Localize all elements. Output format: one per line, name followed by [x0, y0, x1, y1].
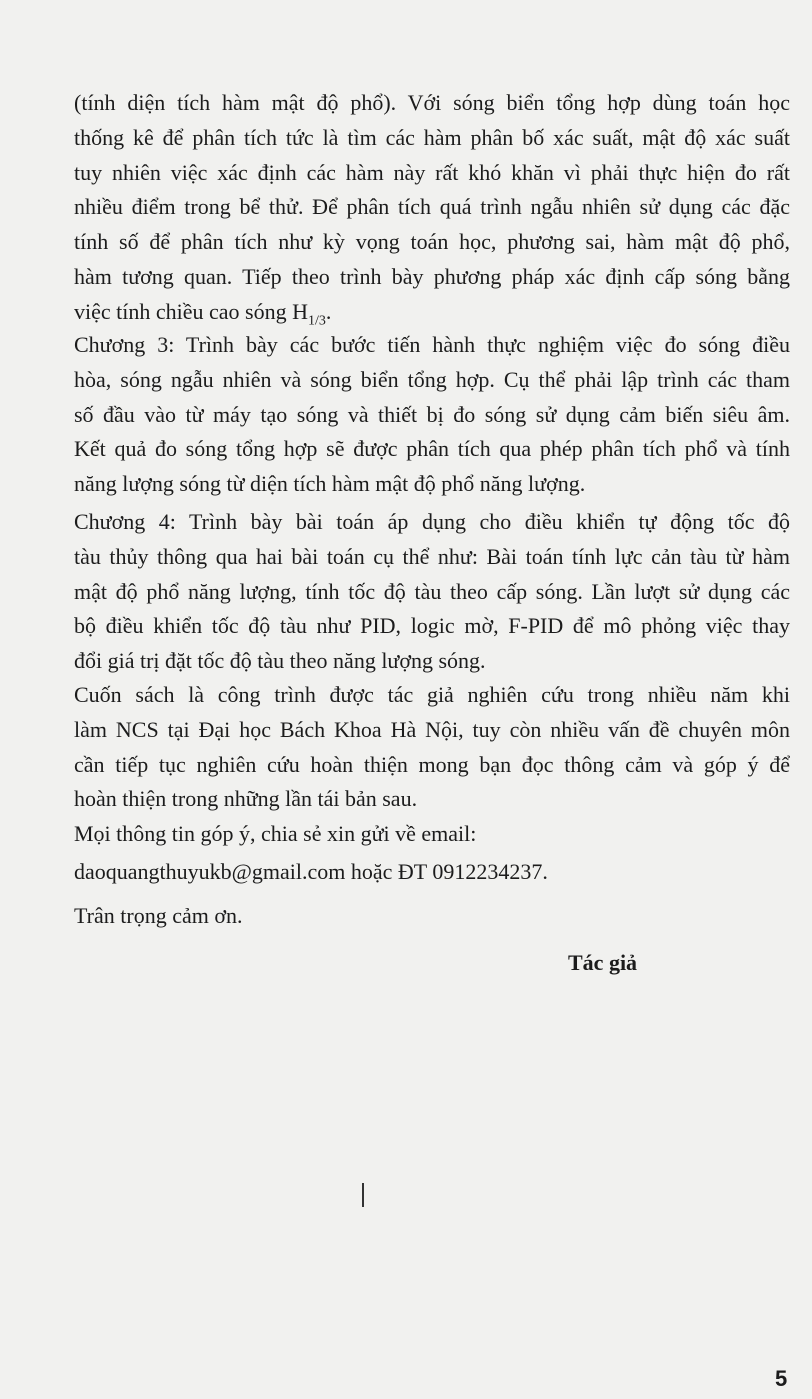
- contact-email-phone: daoquangthuyukb@gmail.com hoặc ĐT 0912234237.: [74, 859, 548, 884]
- text-line: thống kê để phân tích tức là tìm các hàm phân bố xác suất, mật độ xác suất: [74, 124, 790, 150]
- text-line: tính số để phân tích như kỳ vọng toán học, phương sai, hàm mật độ phổ,: [74, 229, 790, 255]
- text-line: làm NCS tại Đại học Bách Khoa Hà Nội, tuy còn nhiều vấn đề chuyên môn: [74, 716, 790, 742]
- text-line: hàm tương quan. Tiếp theo trình bày phương pháp xác định cấp sóng bằng: [74, 263, 790, 289]
- text-line: hoàn thiện trong những lần tái bản sau.: [74, 786, 418, 812]
- text-line: Cuốn sách là công trình được tác giả nghiên cứu trong nhiều năm khi: [74, 682, 790, 707]
- paragraph-2: [74, 328, 790, 502]
- paragraph-4: [74, 678, 790, 817]
- page-number: 5: [775, 1366, 788, 1391]
- paragraph-1: [74, 86, 790, 339]
- text-line: mật độ phổ năng lượng, tính tốc độ tàu theo cấp sóng. Lần lượt sử dụng các: [74, 578, 790, 604]
- text-line: năng lượng sóng từ diện tích hàm mật độ phổ năng lượng.: [74, 471, 586, 497]
- paragraph-3: [74, 505, 790, 679]
- text-line: nhiều điểm trong bể thử. Để phân tích quá trình ngẫu nhiên sử dụng các đặc: [74, 194, 790, 220]
- text-line: (tính diện tích hàm mật độ phổ). Với sóng biển tổng hợp dùng toán học: [74, 90, 790, 115]
- text-line: hòa, sóng ngẫu nhiên và sóng biển tổng hợp. Cụ thể phải lập trình các tham: [74, 366, 790, 392]
- text-line: Kết quả đo sóng tổng hợp sẽ được phân tích qua phép phân tích phổ và tính: [74, 436, 790, 462]
- text-fragment: .: [325, 298, 332, 324]
- text-line: tàu thủy thông qua hai bài toán cụ thể như: Bài toán tính lực cản tàu từ hàm: [74, 543, 790, 569]
- text-line: đổi giá trị đặt tốc độ tàu theo năng lượng sóng.: [74, 648, 486, 674]
- text-line: cần tiếp tục nghiên cứu hoàn thiện mong bạn đọc thông cảm và góp ý để: [74, 751, 790, 777]
- contact-line: Mọi thông tin góp ý, chia sẻ xin gửi về email:: [74, 821, 477, 846]
- text-line: Chương 3: Trình bày các bước tiến hành thực nghiệm việc đo sóng điều: [74, 332, 790, 357]
- text-fragment: việc tính chiều cao sóng H: [74, 298, 308, 324]
- text-line: số đầu vào từ máy tạo sóng và thiết bị đo sóng sử dụng cảm biến siêu âm.: [74, 401, 790, 427]
- closing-line: Trân trọng cảm ơn.: [74, 903, 243, 928]
- text-line: Chương 4: Trình bày bài toán áp dụng cho điều khiển tự động tốc độ: [74, 509, 790, 534]
- text-line: tuy nhiên việc xác định các hàm này rất khó khăn vì phải thực hiện đo rất: [74, 159, 790, 185]
- author-signature: Tác giả: [568, 950, 638, 975]
- text-line: bộ điều khiển tốc độ tàu như PID, logic mờ, F-PID để mô phỏng việc thay: [74, 613, 790, 639]
- print-mark: [362, 1183, 364, 1207]
- subscript: 1/3: [308, 313, 326, 329]
